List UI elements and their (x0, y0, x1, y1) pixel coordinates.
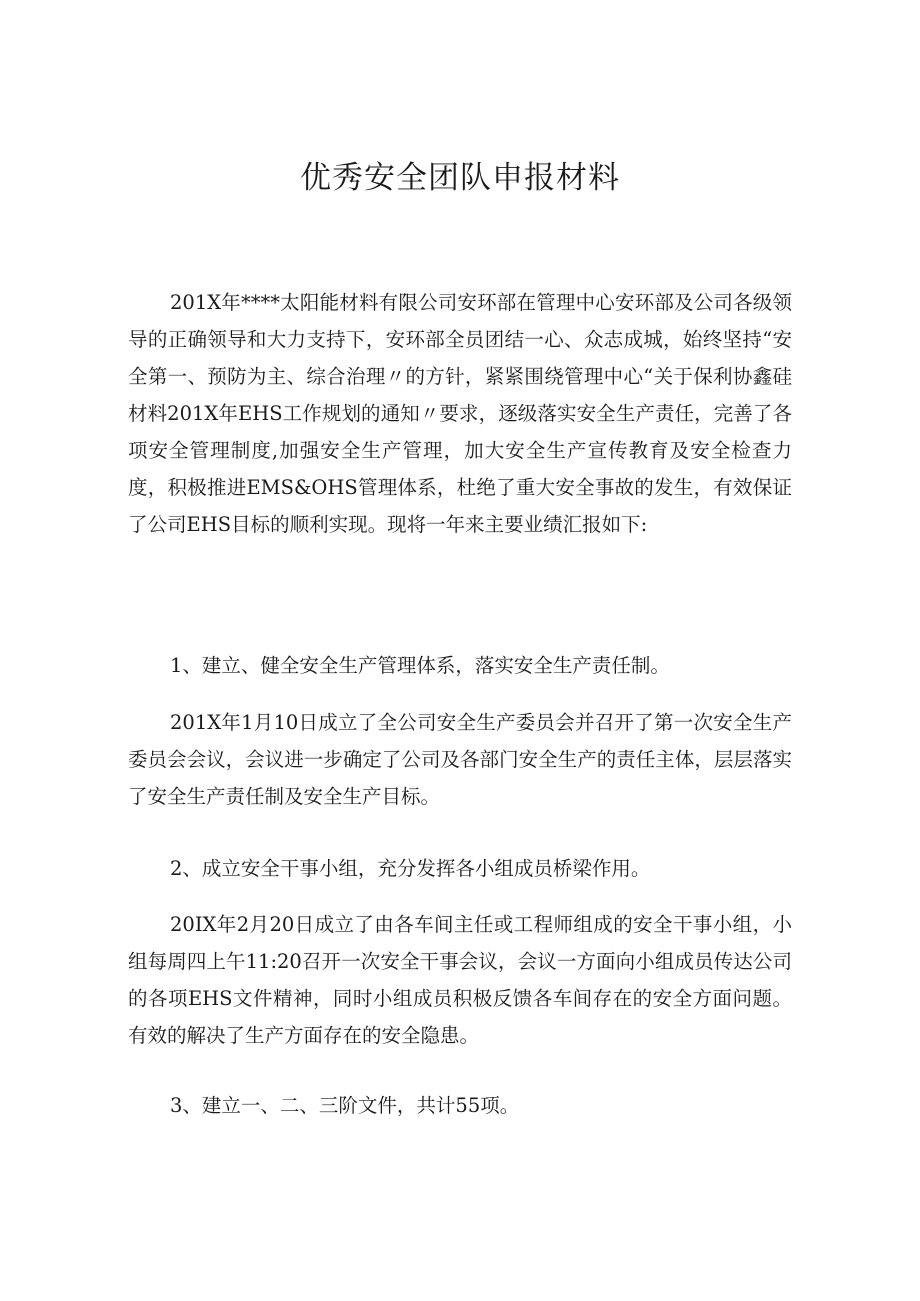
section-heading-1: 1、建立、健全安全生产管理体系，落实安全生产责任制。 (170, 654, 670, 677)
section-body-2: 20IX年2月20日成立了由各车间主任或工程师组成的安全干事小组，小组每周四上午11:20召开一次安全干事会议，会议一方面向小组成员传达公司的各项EHS文件精神，同时小组成员积极反馈各车间存在的安全方面问题。有效的解决了生产方面存在的安全隐患。 (128, 913, 792, 1047)
section-heading-2: 2、成立安全干事小组，充分发挥各小组成员桥梁作用。 (170, 857, 651, 880)
section-body-1: 201X年1月10日成立了全公司安全生产委员会并召开了第一次安全生产委员会会议，会议进一步确定了公司及各部门安全生产的责任主体，层层落实了安全生产责任制及安全生产目标。 (128, 711, 792, 808)
intro-paragraph: 201X年****太阳能材料有限公司安环部在管理中心安环部及公司各级领导的正确领导和大力支持下，安环部全员团结一心、众志成城，始终坚持“安全第一、预防为主、综合治理〃的方针，紧紧围绕管理中心“关于保利协鑫硅材料201X年EHS工作规划的通知〃要求，逐级落实安全生产责任，完善了各项安全管理制度,加强安全生产管理，加大安全生产宣传教育及安全检查力度，积极推进EMS&OHS管理体系，杜绝了重大安全事故的发生，有效保证了公司EHS目标的顺利实现。现将一年来主要业绩汇报如下: (128, 291, 792, 536)
section-heading-3: 3、建立一、二、三阶文件，共计55项。 (170, 1094, 520, 1117)
document-title: 优秀安全团队申报材料 (300, 160, 620, 196)
